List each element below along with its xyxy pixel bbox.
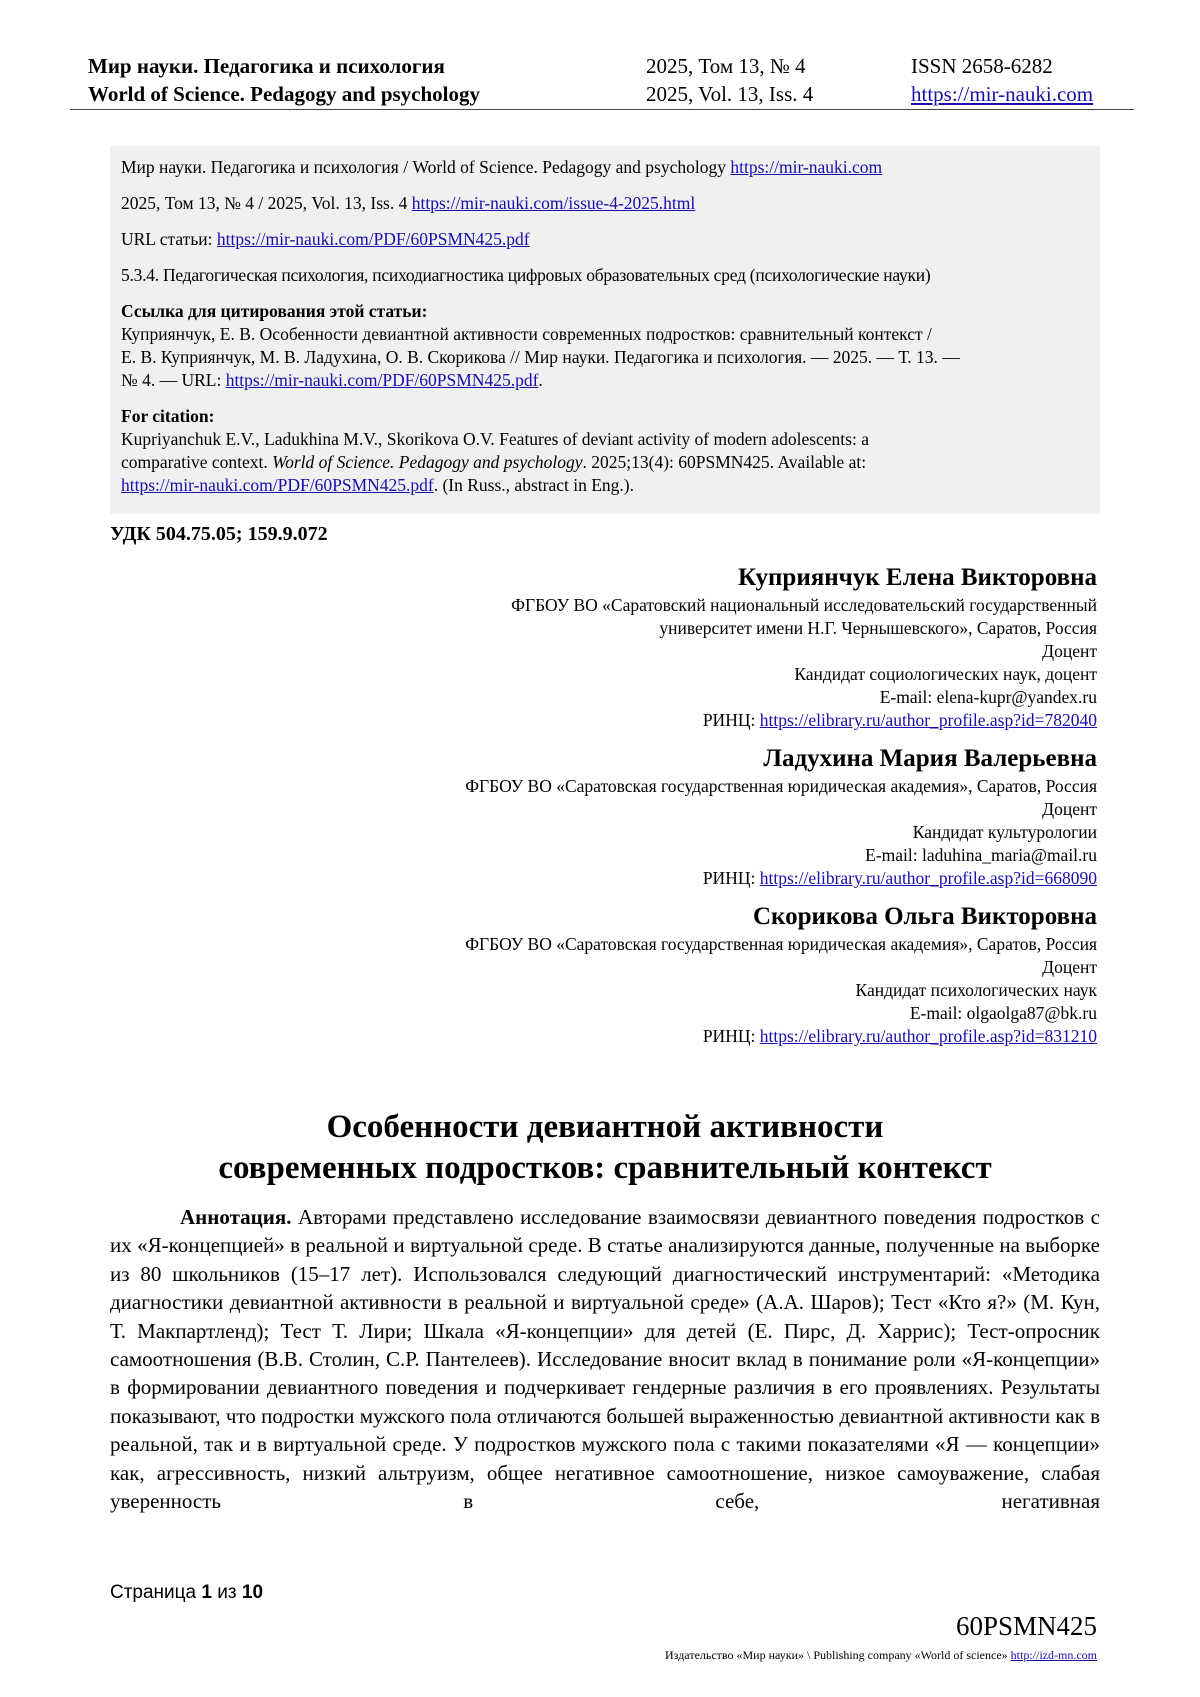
info-line-issue: 2025, Том 13, № 4 / 2025, Vol. 13, Iss. 4 https://mir-nauki.com/issue-4-2025.html xyxy=(121,193,696,213)
info-journal-link[interactable]: https://mir-nauki.com xyxy=(730,157,883,177)
cite-ru-link[interactable]: https://mir-nauki.com/PDF/60PSMN425.pdf xyxy=(225,370,539,390)
publisher-link[interactable]: http://izd-mn.com xyxy=(1010,1648,1097,1662)
author-rinc-link[interactable]: https://elibrary.ru/author_profile.asp?id=831210 xyxy=(759,1026,1097,1046)
cite-en-heading: For citation: xyxy=(121,406,215,426)
author-affiliation: ФГБОУ ВО «Саратовская государственная юридическая академия», Саратов, Россия xyxy=(465,776,1097,796)
issn: ISSN 2658-6282 xyxy=(911,54,1053,78)
journal-title-ru: Мир науки. Педагогика и психология xyxy=(88,54,445,78)
author-email: E-mail: laduhina_maria@mail.ru xyxy=(865,845,1097,865)
journal-title-en: World of Science. Pedagogy and psychology xyxy=(88,82,481,106)
author-degree: Кандидат культурологии xyxy=(912,822,1097,842)
info-article-link[interactable]: https://mir-nauki.com/PDF/60PSMN425.pdf xyxy=(216,229,530,249)
citation-info-box xyxy=(110,146,1100,514)
journal-title-column xyxy=(88,52,480,108)
author-position: Доцент xyxy=(1042,799,1097,819)
author-position: Доцент xyxy=(1042,957,1097,977)
info-line-journal: Мир науки. Педагогика и психология / World of Science. Pedagogy and psychology https://mir-nauki.com xyxy=(121,157,883,177)
author-email: E-mail: elena-kupr@yandex.ru xyxy=(879,687,1097,707)
authors-block xyxy=(197,562,1097,1048)
author-name: Скорикова Ольга Викторовна xyxy=(752,903,1097,930)
author-affiliation-1: ФГБОУ ВО «Саратовский национальный исследовательский государственный xyxy=(511,595,1097,615)
journal-site-link[interactable]: https://mir-nauki.com xyxy=(911,82,1094,106)
cite-ru-heading: Ссылка для цитирования этой статьи: xyxy=(121,301,428,321)
author-skorikova xyxy=(197,901,1097,1048)
cite-en-line-1: Kupriyanchuk E.V., Ladukhina M.V., Skorikova O.V. Features of deviant activity of modern adolescents: a xyxy=(121,429,869,449)
author-name: Ладухина Мария Валерьевна xyxy=(763,745,1097,772)
cite-ru-line-2: Е. В. Куприянчук, М. В. Ладухина, О. В. Скорикова // Мир науки. Педагогика и психология. — 2025. — Т. 13. — xyxy=(121,347,960,367)
issue-en: 2025, Vol. 13, Iss. 4 xyxy=(646,82,814,106)
author-rinc-link[interactable]: https://elibrary.ru/author_profile.asp?id=668090 xyxy=(759,868,1097,888)
author-affiliation-2: университет имени Н.Г. Чернышевского», Саратов, Россия xyxy=(659,618,1097,638)
author-degree: Кандидат психологических наук xyxy=(855,980,1097,1000)
issue-ru: 2025, Том 13, № 4 xyxy=(646,54,806,78)
issn-column xyxy=(911,52,1093,108)
author-rinc: РИНЦ: https://elibrary.ru/author_profile.asp?id=782040 xyxy=(702,710,1097,730)
author-name: Куприянчук Елена Викторовна xyxy=(738,564,1097,591)
publisher-line: Издательство «Мир науки» \ Publishing company «World of science» http://izd-mn.com xyxy=(665,1648,1097,1662)
article-code: 60PSMN425 xyxy=(955,1611,1097,1641)
article-title xyxy=(110,1107,1100,1189)
cite-en-link[interactable]: https://mir-nauki.com/PDF/60PSMN425.pdf xyxy=(121,475,434,495)
author-ladukhina xyxy=(197,743,1097,890)
author-rinc: РИНЦ: https://elibrary.ru/author_profile.asp?id=668090 xyxy=(702,868,1097,888)
author-degree: Кандидат социологических наук, доцент xyxy=(794,664,1097,684)
info-line-specialty: 5.3.4. Педагогическая психология, психодиагностика цифровых образовательных сред (психологические науки) xyxy=(121,265,931,285)
info-line-url: URL статьи: https://mir-nauki.com/PDF/60PSMN425.pdf xyxy=(121,229,530,249)
author-affiliation: ФГБОУ ВО «Саратовская государственная юридическая академия», Саратов, Россия xyxy=(465,934,1097,954)
cite-en-line-3: https://mir-nauki.com/PDF/60PSMN425.pdf. (In Russ., abstract in Eng.). xyxy=(121,475,634,495)
issue-column xyxy=(646,52,813,108)
page-number: Страница 1 из 10 xyxy=(110,1582,264,1603)
abstract-text: Авторами представлено исследование взаимосвязи девиантного поведения подростков с их «Я-концепцией» в реальной и виртуальной среде. В статье анализируются данные, полученные на выборке из 80 школьников (15–17 лет). Использовался следующий диагностический инструментарий: «Методика диагностики девиантной активности в реальной и виртуальной среде» (А.А. Шаров); Тест «Кто я?» (М. Кун, Т. Макпартленд); Тест Т. Лири; Шкала «Я-концепции» для детей (Е. Пирс, Д. Харрис); Тест-опросник самоотношения (В.В. Столин, С.Р. Пантелеев). Исследование вносит вклад в понимание роли «Я-концепции» в формировании девиантного поведения и подчеркивает гендерные различия в его проявлениях. Результаты показывают, что подростки мужского пола отличаются большей выраженностью девиантной активности как в реальной, так и в виртуальной среде. У подростков мужского пола с такими показателями «Я — концепции» как, агрессивность, низкий альтруизм, общее негативное самоотношение, низкое самоуважение, слабая уверенность в себе, негативная xyxy=(110,1205,1100,1514)
article-title-line-1: Особенности девиантной активности xyxy=(326,1109,884,1145)
udk-code: УДК 504.75.05; 159.9.072 xyxy=(110,523,328,545)
author-email: E-mail: olgaolga87@bk.ru xyxy=(909,1003,1097,1023)
author-position: Доцент xyxy=(1042,641,1097,661)
author-rinc: РИНЦ: https://elibrary.ru/author_profile.asp?id=831210 xyxy=(702,1026,1097,1046)
cite-ru-line-1: Куприянчук, Е. В. Особенности девиантной активности современных подростков: сравнительный контекст / xyxy=(121,324,932,344)
author-kupriyanchuk xyxy=(197,562,1097,732)
cite-en-line-2: comparative context. World of Science. Pedagogy and psychology. 2025;13(4): 60PSMN425. Available at: xyxy=(121,452,867,472)
article-title-line-2: современных подростков: сравнительный контекст xyxy=(218,1150,992,1186)
header-divider xyxy=(70,109,1134,110)
abstract-label: Аннотация. xyxy=(180,1205,292,1229)
info-issue-link[interactable]: https://mir-nauki.com/issue-4-2025.html xyxy=(411,193,696,213)
author-rinc-link[interactable]: https://elibrary.ru/author_profile.asp?id=782040 xyxy=(759,710,1097,730)
cite-ru-line-3: № 4. — URL: https://mir-nauki.com/PDF/60PSMN425.pdf. xyxy=(121,370,543,390)
abstract xyxy=(110,1203,1100,1515)
